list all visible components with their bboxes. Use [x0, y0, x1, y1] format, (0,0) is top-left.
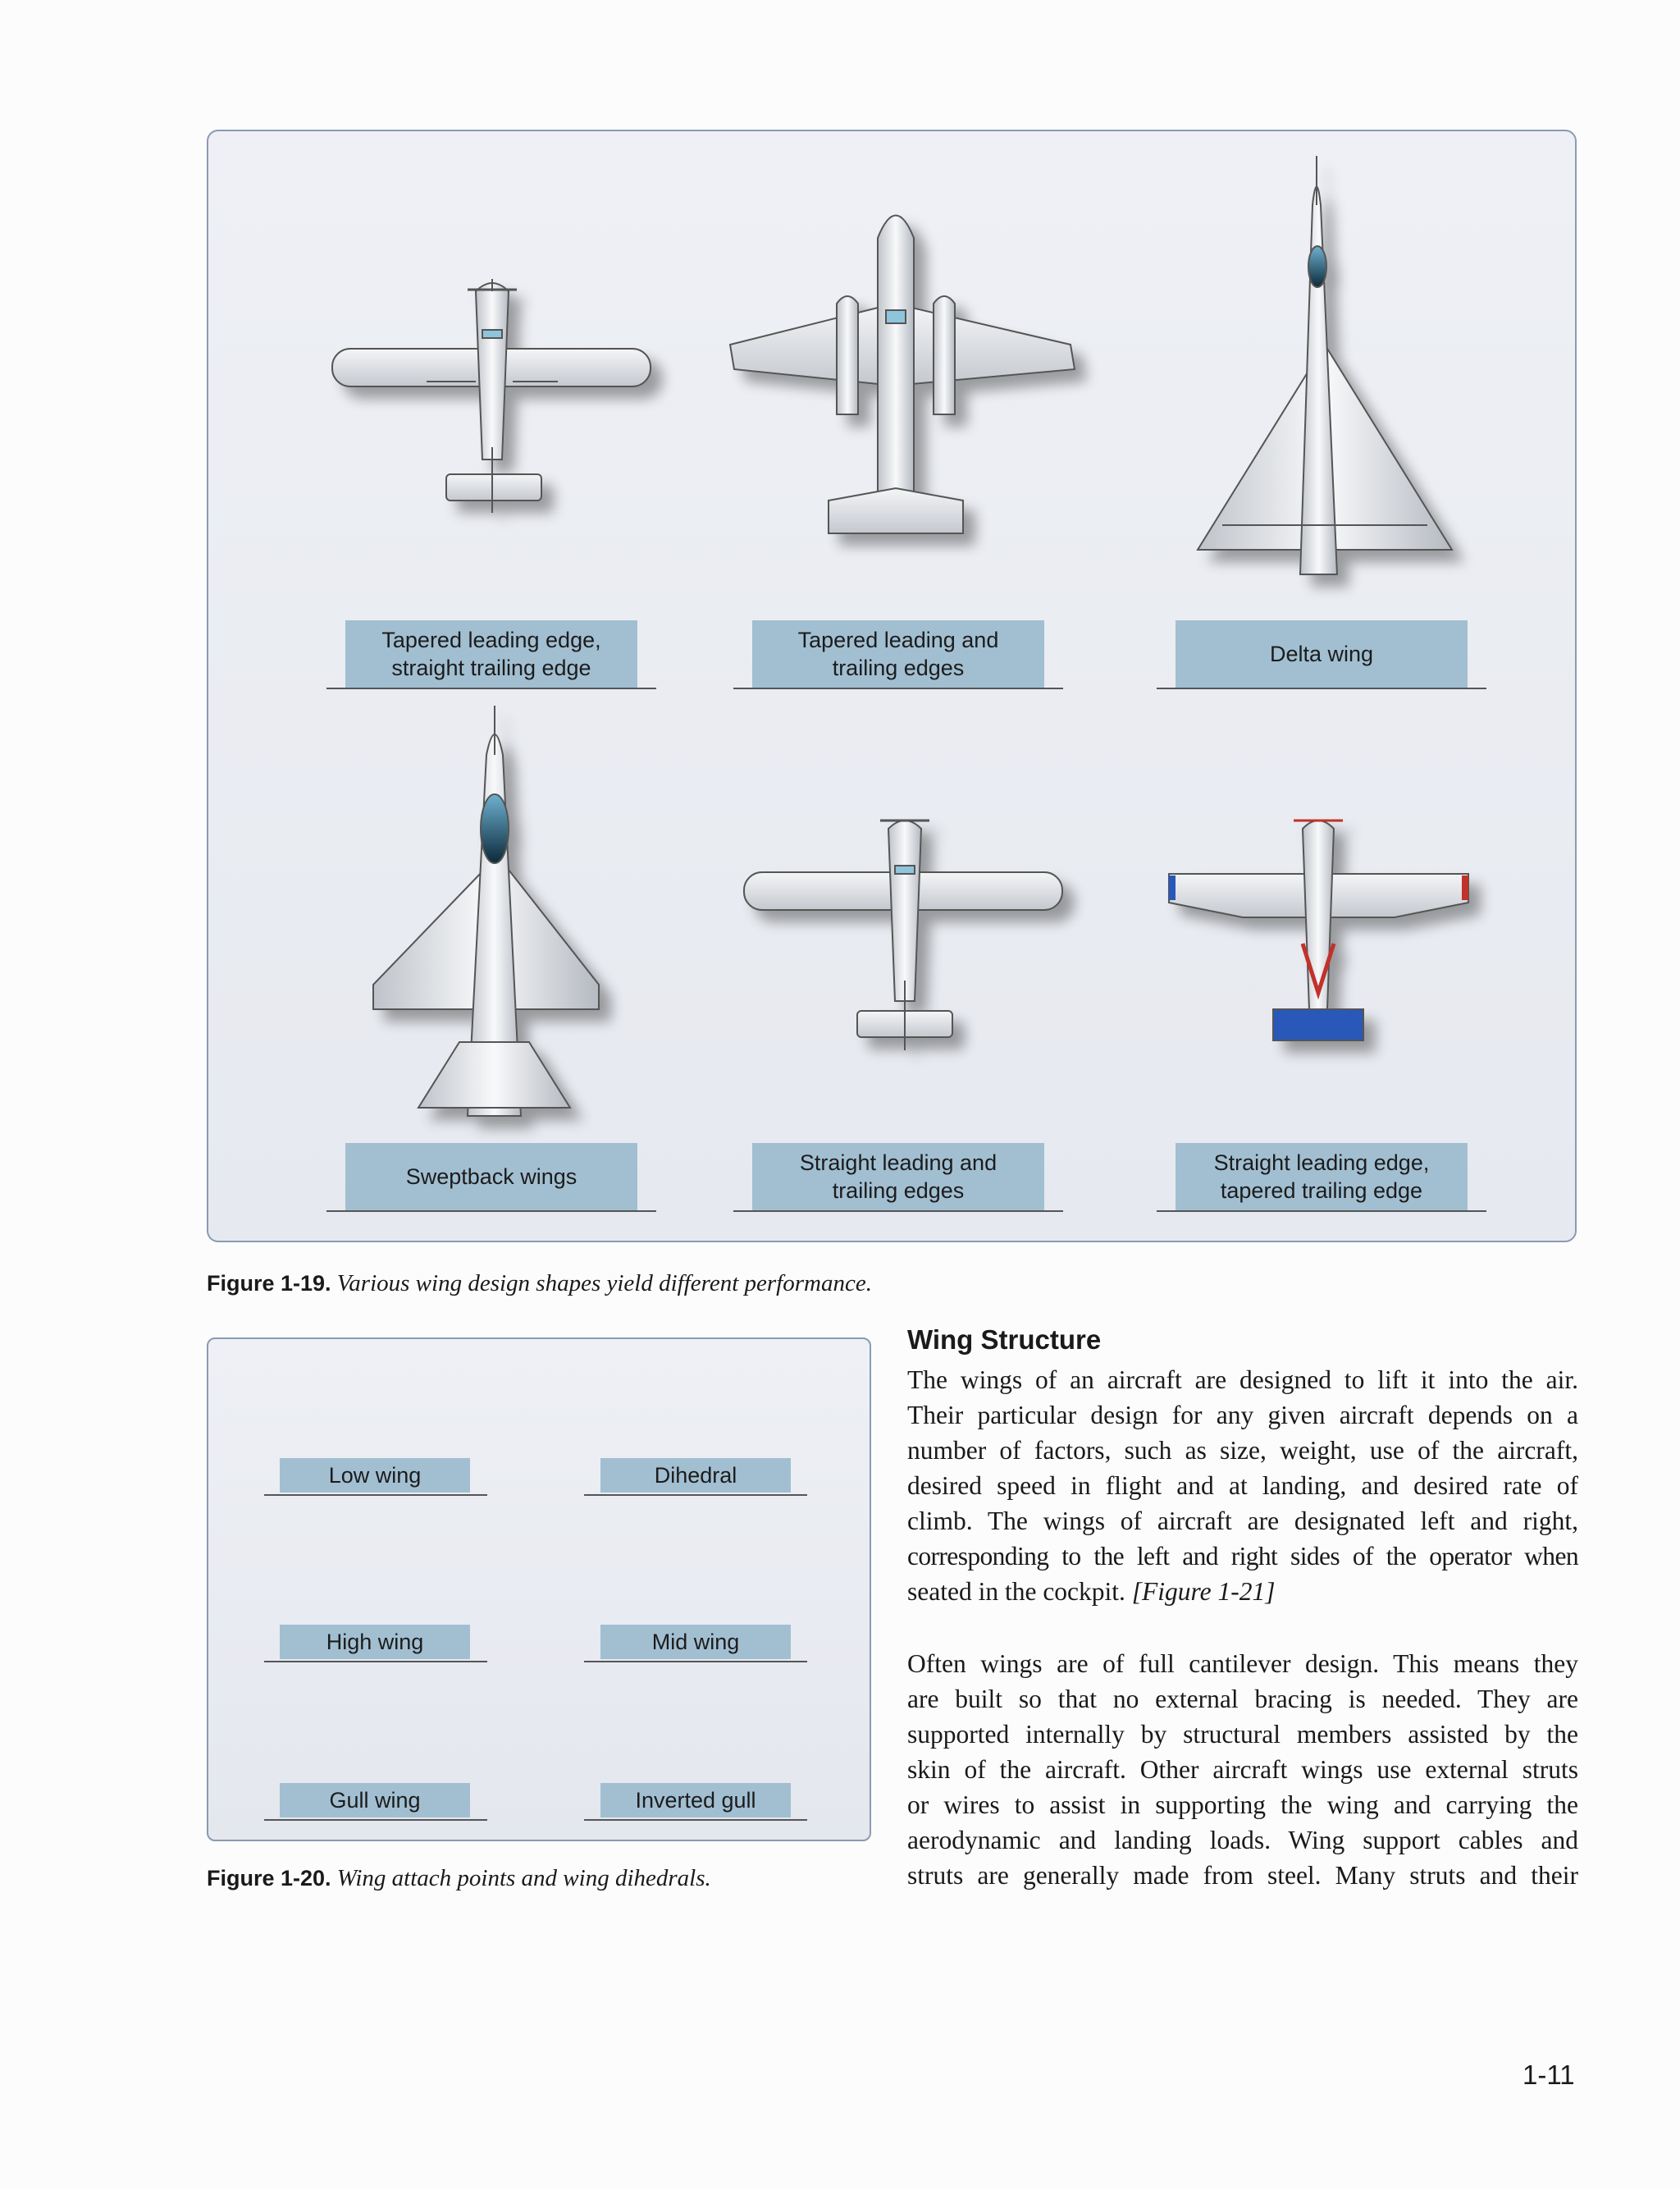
plane-tapered-leading-edge [332, 279, 651, 513]
figure-reference: [Figure 1-21] [1131, 1577, 1276, 1606]
section-heading: Wing Structure [907, 1324, 1102, 1355]
figure-1-19-caption: Figure 1-19. Various wing design shapes yield different performance. [207, 1270, 872, 1296]
figure-1-20-caption: Figure 1-20. Wing attach points and wing dihedrals. [207, 1865, 711, 1891]
label-dihedral: Dihedral [600, 1458, 791, 1493]
paragraph-line: aerodynamic and landing loads. Wing support cables and [907, 1826, 1578, 1854]
paragraph-text: seated in the cockpit. [907, 1577, 1132, 1606]
label-underline [584, 1661, 807, 1662]
plane-sweptback [373, 706, 599, 1116]
paragraph-line: are built so that no external bracing is needed. They are [907, 1685, 1578, 1713]
label-tapered-trailing: Straight leading edge, tapered trailing edge [1176, 1143, 1468, 1210]
paragraph-line: corresponding to the left and right sides of the operator when [907, 1542, 1578, 1570]
paragraph-line: skin of the aircraft. Other aircraft wings use external struts [907, 1755, 1578, 1784]
page-number: 1-11 [1522, 2060, 1575, 2090]
label-straight-both: Straight leading and trailing edges [752, 1143, 1044, 1210]
label-underline [264, 1494, 487, 1496]
paragraph-line: supported internally by structural members assisted by the [907, 1720, 1578, 1749]
paragraph-line: or wires to assist in supporting the wing and carrying the [907, 1790, 1578, 1819]
label-underline [1157, 1210, 1486, 1212]
plane-tapered-both-edges [730, 216, 1075, 534]
label-underline [326, 688, 656, 689]
label-underline [1157, 688, 1486, 689]
label-underline [264, 1819, 487, 1821]
label-high-wing: High wing [280, 1625, 470, 1659]
paragraph-line-last [907, 1574, 1578, 1609]
label-tapered-leading-edge: Tapered leading edge, straight trailing edge [345, 620, 637, 688]
paragraph-line: climb. The wings of aircraft are designated left and right, [907, 1506, 1578, 1535]
paragraph-line: desired speed in flight and at landing, and desired rate of [907, 1471, 1578, 1500]
label-delta-wing: Delta wing [1176, 620, 1468, 688]
label-inverted-gull: Inverted gull [600, 1783, 791, 1817]
label-underline [264, 1661, 487, 1662]
label-underline [584, 1494, 807, 1496]
paragraph-line: Often wings are of full cantilever design. This means they [907, 1649, 1578, 1678]
plane-straight-edges [744, 821, 1062, 1050]
paragraph-line: Their particular design for any given aircraft depends on a [907, 1401, 1578, 1429]
paragraph-line: struts are generally made from steel. Many struts and their [907, 1861, 1578, 1890]
label-gull-wing: Gull wing [280, 1783, 470, 1817]
label-sweptback: Sweptback wings [345, 1143, 637, 1210]
label-underline [326, 1210, 656, 1212]
label-underline [733, 688, 1063, 689]
figure-1-20-panel [207, 1337, 871, 1841]
label-underline [733, 1210, 1063, 1212]
label-underline [584, 1819, 807, 1821]
paragraph-line: The wings of an aircraft are designed to lift it into the air. [907, 1365, 1578, 1394]
label-mid-wing: Mid wing [600, 1625, 791, 1659]
label-low-wing: Low wing [280, 1458, 470, 1493]
plane-delta-wing [1198, 156, 1452, 574]
label-tapered-both: Tapered leading and trailing edges [752, 620, 1044, 688]
paragraph-line: number of factors, such as size, weight, use of the aircraft, [907, 1436, 1578, 1465]
plane-tapered-trailing-edge [1169, 821, 1468, 1040]
